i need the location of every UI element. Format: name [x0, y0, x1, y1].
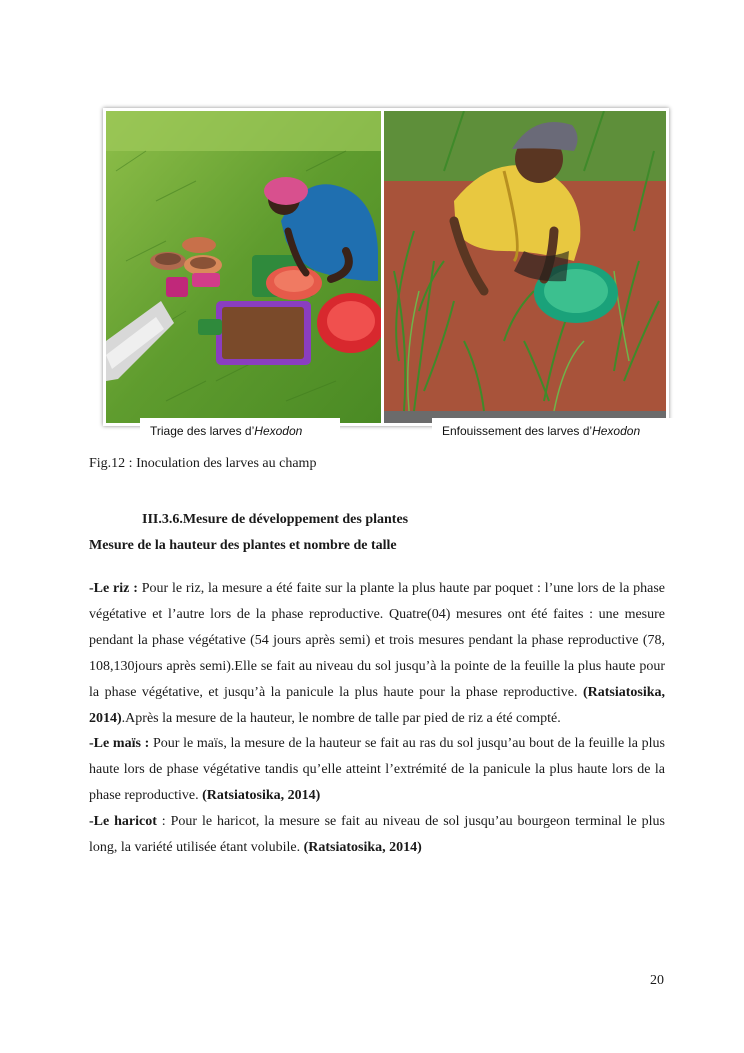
paragraph-haricot-citation: (Ratsiatosika, 2014) [303, 840, 422, 856]
larvae-burying-illustration [384, 111, 666, 423]
page-number: 20 [650, 973, 664, 988]
paragraph-riz-label: -Le riz : [89, 581, 138, 596]
paragraph-mais-citation: (Ratsiatosika, 2014) [202, 788, 321, 804]
paragraph-mais-label: -Le maïs : [89, 736, 150, 752]
photo-label-sorting-species: Hexodon [254, 424, 303, 438]
body-text [89, 576, 665, 861]
paragraph-mais-text1: Pour le maïs, la mesure de la hauteur se fait au ras du sol jusqu’au bout de la feuille la plus haute lors de phase végétative tandis qu’elle atteint l’extrémité de la panicule la plus haute lors de la phase reproductive. [89, 736, 665, 804]
section-title: III.3.6.Mesure de développement des plantes [142, 512, 409, 527]
photo-label-burying [432, 418, 674, 444]
photo-label-sorting [140, 418, 340, 444]
paragraph-riz-text1: Pour le riz, la mesure a été faite sur la plante la plus haute par poquet : l’une lors de la phase végétative et l’autre lors de la phase reproductive. Quatre(04) mesures ont été faites : une mesure pendant la phase végétative (54 jours après semi) et trois mesures pendant la phase reproductive (78, 108,130jours après semi).Elle se fait au niveau du sol jusqu’à la pointe de la feuille la plus haute pour la phase végétative, et jusqu’à la panicule la plus haute pour la phase reproductive. [89, 581, 665, 700]
larvae-sorting-illustration [106, 111, 381, 423]
section-subheading: Mesure de la hauteur des plantes et nombre de talle [89, 538, 397, 553]
paragraph-riz-text2: .Après la mesure de la hauteur, le nombre de talle par pied de riz a été compté. [121, 710, 561, 726]
photo-larvae-burying [384, 111, 666, 423]
photo-label-burying-species: Hexodon [592, 424, 641, 438]
paragraph-riz-citation: (Ratsiatosika, 2014) [89, 684, 665, 726]
paragraph-haricot [89, 809, 665, 861]
paragraph-haricot-label: -Le haricot [89, 814, 157, 830]
paragraph-haricot-text1: : Pour le haricot, la mesure se fait au niveau de sol jusqu’au bourgeon terminal le plus long, la variété utilisée étant volubile. [89, 814, 665, 856]
figure-photos [103, 108, 669, 426]
figure-caption: Fig.12 : Inoculation des larves au champ [89, 456, 317, 471]
photo-label-burying-prefix: Enfouissement des larves d’ [442, 424, 593, 438]
photo-larvae-sorting [106, 111, 381, 423]
photo-label-sorting-prefix: Triage des larves d’ [150, 424, 255, 438]
paragraph-mais [89, 731, 665, 809]
paragraph-riz [89, 576, 665, 731]
